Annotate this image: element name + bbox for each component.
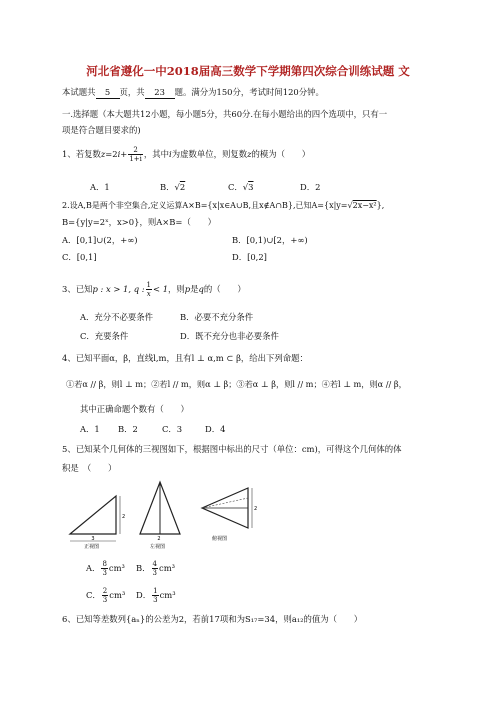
q4-option-b: B．2 bbox=[118, 424, 138, 434]
q2-option-d: D．[0,2] bbox=[232, 252, 267, 262]
top-view-label: 俯视图 bbox=[212, 536, 228, 542]
q1-option-b: B．√2 bbox=[160, 182, 186, 192]
q2-option-b: B．[0,1)∪[2，+∞) bbox=[232, 235, 308, 245]
dim-label: 3 bbox=[91, 536, 95, 542]
q5-option-a: A． $\frac{8}{3}$ cm³ bbox=[86, 560, 125, 577]
q4-option-d: D．4 bbox=[205, 424, 226, 434]
fraction: $\frac{2}{1+i}$ bbox=[129, 146, 142, 163]
side-view-label: 左视图 bbox=[150, 544, 166, 550]
q4-option-c: C．3 bbox=[162, 424, 183, 434]
three-view-figure bbox=[62, 478, 342, 550]
q5-option-b: B． $\frac{4}{3}$ cm³ bbox=[136, 560, 175, 577]
q2-option-c: C．[0,1] bbox=[62, 252, 97, 262]
question-1: 1、若复数z=2i+ $\frac{2}{1+i}$ ，其中i为虚数单位，则复数z的模为（ ） bbox=[62, 146, 311, 163]
q1-option-d: D．2 bbox=[300, 182, 321, 192]
dim-label: 2 bbox=[122, 514, 126, 520]
q1-option-c: C．√3 bbox=[228, 182, 254, 192]
page-title: 河北省遵化一中2018届高三数学下学期第四次综合训练试题 文 bbox=[86, 64, 410, 78]
question-4-prompt: 其中正确命题个数有（ ） bbox=[80, 404, 189, 414]
q3-option-c: C．充要条件 bbox=[80, 331, 129, 341]
question-count: 23 bbox=[145, 86, 175, 99]
page-count: 5 bbox=[96, 86, 120, 99]
dim-label: 2 bbox=[254, 506, 258, 512]
q3-option-d: D．既不充分也非必要条件 bbox=[180, 331, 279, 341]
q2-option-a: A．[0,1]∪(2，+∞) bbox=[62, 235, 138, 245]
question-5: 5、已知某个几何体的三视图如下，根据图中标出的尺寸（单位：cm)，可得这个几何体的体 bbox=[62, 444, 402, 454]
section-heading-cont: 项是符合题目要求的) bbox=[62, 125, 141, 135]
question-4-statements: ①若α // β，则l ⊥ m；②若l // m，则α ⊥ β；③若α ⊥ β，则l // m；④若l ⊥ m，则α // β， bbox=[66, 379, 407, 389]
q5-option-d: D． $\frac{1}{3}$ cm³ bbox=[136, 587, 176, 604]
dim-label: 2 bbox=[157, 536, 161, 542]
question-2-cont: B={y|y=2ˣ，x>0}，则A×B=（ ） bbox=[62, 217, 216, 227]
q3-option-a: A．充分不必要条件 bbox=[80, 312, 154, 322]
front-view bbox=[70, 496, 125, 550]
q4-option-a: A．1 bbox=[80, 424, 100, 434]
top-view bbox=[202, 488, 257, 542]
question-4: 4、已知平面α，β，直线l,m，且有l ⊥ α,m ⊂ β，给出下列命题： bbox=[62, 353, 308, 363]
question-6: 6、已知等差数列{aₙ}的公差为2，若前17项和为S₁₇=34，则a₁₂的值为（ ） bbox=[62, 614, 363, 624]
intro-line: 本试题共 5 页，共 23 题。满分为150分，考试时间120分钟。 bbox=[62, 87, 324, 97]
section-heading: 一.选择题（本大题共12小题，每小题5分，共60分.在每小题给出的四个选项中，只有一 bbox=[62, 109, 388, 119]
q3-option-b: B．必要不充分条件 bbox=[180, 312, 254, 322]
front-view-label: 正视图 bbox=[84, 544, 100, 550]
q1-option-a: A．1 bbox=[90, 182, 110, 192]
fraction: $\frac{1}{x}$ bbox=[146, 281, 152, 298]
q5-option-c: C． $\frac{2}{3}$ cm³ bbox=[86, 587, 126, 604]
side-view bbox=[140, 482, 180, 550]
question-3: 3、已知p : x > 1, q : $\frac{1}{x}$ < 1，则p是q的（ ） bbox=[62, 281, 246, 298]
question-5-cont: 积是 （ ） bbox=[62, 463, 117, 473]
question-2: 2.设A,B是两个非空集合,定义运算A×B={x|x∈A∪B,且x∉A∩B},已知A={x|y=√2x−x²}, bbox=[62, 201, 385, 210]
